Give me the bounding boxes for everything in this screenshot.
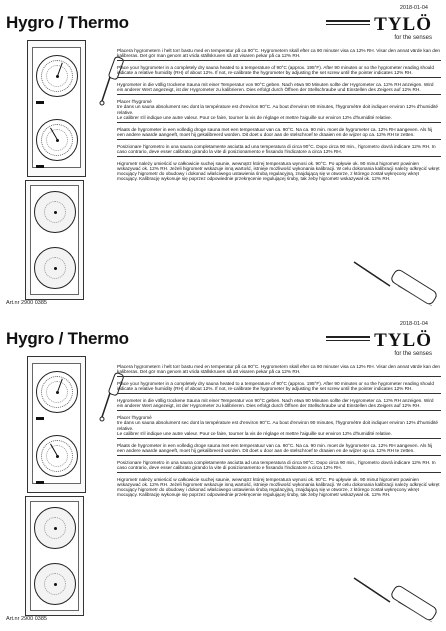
device-back-illustration	[25, 496, 84, 616]
thermometer-dial-icon	[36, 119, 78, 161]
hygrometer-dial-icon	[36, 55, 78, 97]
instruction-paragraph-it: Posizionare l'igrometro in una sauna completamente asciutta ad una temperatura di circa 90°C. Dopo circa 90 min., l'igrometro dovrà indicare 12% RH. In caso contrario, deve esser calibrato girando la vite di posizionamento e fissando l'indicatore a circa 12% RH.	[117, 458, 441, 472]
brand-logo	[374, 332, 432, 357]
instruction-paragraph-pl: Higrometr należy umieścić w całkowicie suchej saunie, wewnątrz której temperatura wynosi ok. 90°C. Po upływie ok. 90 minut higrometr powinien wskazywać ok. 12% RH. Jeżeli higrometr wskazuje inną wartość, istnieje możliwość wykonania kalibracji. W celu dokonania kalibracji należy odkręcić wkręt mocujący higrometr do obudowy i dokonać właściwego ustawienia śrubą regulacyjną, znajdującą się w otworze, z którego został wykręcony wkręt mocujący. Kalibrację wykonuje się poprzez odpowiednie przekręcenie regulującej śruby, tak żeby higrometr wskazywał ok. 12% RH.	[117, 160, 440, 182]
sheet-date: 2018-01-04	[399, 5, 428, 11]
device-label-plate	[36, 481, 44, 484]
brand-wordmark: TYLÖ	[374, 14, 432, 35]
brand-tagline: for the senses	[394, 35, 432, 41]
screwdriver-bottom-icon	[350, 572, 446, 630]
logo-rule	[326, 336, 370, 338]
sheet-date: 2018-01-04	[399, 321, 428, 327]
sheet-title: Hygro / Thermo	[6, 329, 129, 348]
logo-rule	[326, 24, 370, 25]
device-back-illustration	[25, 180, 84, 300]
instruction-paragraph-it: Posizionare l'igrometro in una sauna completamente asciutta ad una temperatura di circa 90°C. Dopo circa 90 min., l'igrometro dovrà indicare 12% RH. In caso contrario, deve esser calibrato girando la vite di posizionamento e fissando l'indicatore a circa 12% RH.	[117, 142, 441, 156]
hygrometer-dial-icon	[36, 371, 78, 413]
article-number: Art.nr 2900 0385	[6, 300, 47, 306]
instruction-paragraph-en: Place your hygrometer in a completely dry sauna heated to a temperature of 90°C (approx. 195°F). After 90 minutes or so the hygrometer reading should indicate a relative humidity (RH) of about 12%. If not, re-calibrate the hygrometer by adjusting the set screw until the pointer indicates 12% RH.	[117, 380, 441, 394]
hygro-thermo-device-illustration	[27, 356, 86, 493]
screwdriver-bottom-icon	[350, 256, 446, 314]
instruction-sheet-top	[0, 0, 446, 315]
instruction-text	[117, 47, 441, 186]
thermometer-back-icon	[34, 247, 76, 289]
hygrometer-back-icon	[34, 191, 76, 233]
logo-rule	[326, 340, 370, 341]
thermometer-dial-icon	[36, 435, 78, 477]
instruction-paragraph-nl: Plaats de hygrometer in een volledig droge sauna met een temperatuur van ca. 90°C. Na ca. 90 min. moet de hygrometer ca. 12% RH aangeven. Als hij een andere waarde aangeeft, moet hij gekalibreerd worden. Dit doet u door aan de stelschroef te draaien en de wijzer op ca. 12% RH te zetten.	[117, 441, 441, 455]
instruction-paragraph-de: Hygrometer in die völlig trockene Sauna mit einer Temperatur von 90°C geben. Nach etwa 90 Minuten sollte der Hygrometer ca. 12% RH anzeigen. Wird ein anderer Wert angezeigt, ist der Hygrometer zu kalibrieren. Dies erfolgt durch Öffnen der Stellschraube und Einstellen des Zeigers auf 12% RH.	[117, 81, 441, 95]
hygrometer-back-icon	[34, 507, 76, 549]
instruction-paragraph-nl: Plaats de hygrometer in een volledig droge sauna met een temperatuur van ca. 90°C. Na ca. 90 min. moet de hygrometer ca. 12% RH aangeven. Als hij een andere waarde aangeeft, moet hij gekalibreerd worden. Dit doet u door aan de stelschroef te draaien en de wijzer op ca. 12% RH te zetten.	[117, 125, 441, 139]
device-label-plate	[36, 417, 44, 420]
device-label-plate	[36, 101, 44, 104]
instruction-text	[117, 363, 441, 502]
device-label-plate	[36, 165, 44, 168]
thermometer-back-icon	[34, 563, 76, 605]
brand-logo	[374, 16, 432, 41]
sheet-title: Hygro / Thermo	[6, 13, 129, 32]
instruction-sheet-bottom	[0, 316, 446, 631]
logo-rule	[326, 20, 370, 22]
instruction-paragraph-fr: Placer l'hygromè tre dans un sauna absolument sec dont la température est d'environ 90°C. Au bout d'environ 90 minutes, l'hygromètre doit indiquer environ 12% d'humidité relative. Le calibrer s'il indique une autre valeur. Pour ce faire, tourner la vis de réglage et mettre l'aiguille sur environ 12% d'humidité relative.	[117, 414, 441, 439]
instruction-paragraph-fr: Placer l'hygromè tre dans un sauna absolument sec dont la température est d'environ 90°C. Au bout d'environ 90 minutes, l'hygromètre doit indiquer environ 12% d'humidité relative. Le calibrer s'il indique une autre valeur. Pour ce faire, tourner la vis de réglage et mettre l'aiguille sur environ 12% d'humidité relative.	[117, 98, 441, 123]
hygro-thermo-device-illustration	[27, 40, 86, 177]
instruction-paragraph-sv: Placera hygrometern i helt torr bastu med en temperatur på ca 90°C. Hygrometern skall efter ca 90 minuter visa ca 12% RH. Visar den annat värde kan den kalibreras. Det gör man genom att vrida ställskruven så att visaren pekar på ca 12% RH.	[117, 47, 441, 61]
instruction-paragraph-sv: Placera hygrometern i helt torr bastu med en temperatur på ca 90°C. Hygrometern skall efter ca 90 minuter visa ca 12% RH. Visar den annat värde kan den kalibreras. Det gör man genom att vrida ställskruven så att visaren pekar på ca 12% RH.	[117, 363, 441, 377]
brand-tagline: for the senses	[394, 351, 432, 357]
instruction-paragraph-de: Hygrometer in die völlig trockene Sauna mit einer Temperatur von 90°C geben. Nach etwa 90 Minuten sollte der Hygrometer ca. 12% RH anzeigen. Wird ein anderer Wert angezeigt, ist der Hygrometer zu kalibrieren. Dies erfolgt durch Öffnen der Stellschraube und Einstellen des Zeigers auf 12% RH.	[117, 397, 441, 411]
instruction-paragraph-pl: Higrometr należy umieścić w całkowicie suchej saunie, wewnątrz której temperatura wynosi ok. 90°C. Po upływie ok. 90 minut higrometr powinien wskazywać ok. 12% RH. Jeżeli higrometr wskazuje inną wartość, istnieje możliwość wykonania kalibracji. W celu dokonania kalibracji należy odkręcić wkręt mocujący higrometr do obudowy i dokonać właściwego ustawienia śrubą regulacyjną, znajdującą się w otworze, z którego został wykręcony wkręt mocujący. Kalibrację wykonuje się poprzez odpowiednie przekręcenie regulującej śruby, tak żeby higrometr wskazywał ok. 12% RH.	[117, 476, 440, 498]
brand-wordmark: TYLÖ	[374, 330, 432, 351]
instruction-paragraph-en: Place your hygrometer in a completely dry sauna heated to a temperature of 90°C (approx. 195°F). After 90 minutes or so the hygrometer reading should indicate a relative humidity (RH) of about 12%. If not, re-calibrate the hygrometer by adjusting the set screw until the pointer indicates 12% RH.	[117, 64, 441, 78]
article-number: Art.nr 2900 0385	[6, 616, 47, 622]
